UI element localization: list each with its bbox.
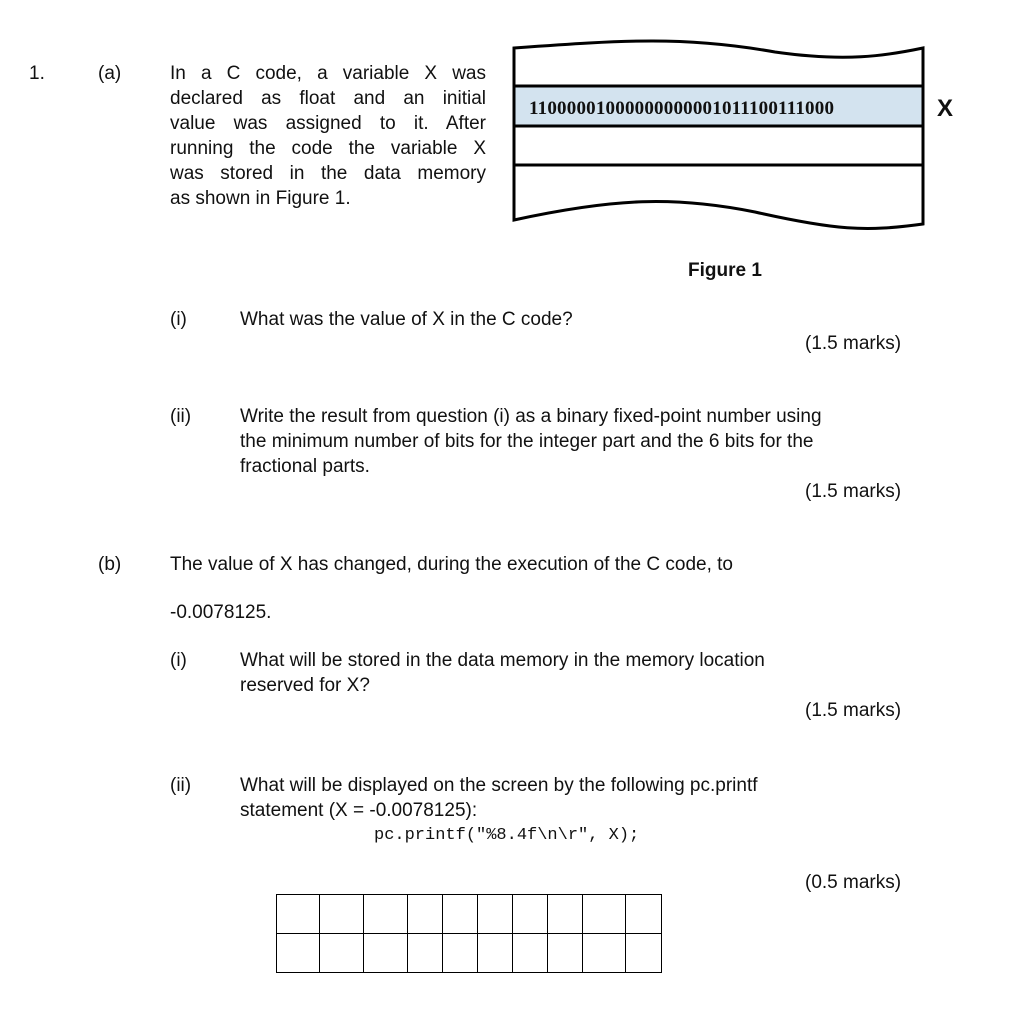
answer-grid-row [277, 934, 662, 973]
part-a-ii-marks: (1.5 marks) [805, 481, 902, 502]
answer-cell[interactable] [583, 895, 626, 934]
answer-cell[interactable] [513, 895, 548, 934]
answer-cell[interactable] [408, 895, 443, 934]
intro-line: was stored in the data memory [170, 163, 486, 184]
part-a-i-label: (i) [170, 309, 187, 330]
part-a-ii-line: the minimum number of bits for the integer part and the 6 bits for the [240, 431, 814, 452]
memory-figure [505, 38, 935, 232]
intro-line: value was assigned to it. After [170, 113, 486, 134]
answer-cell[interactable] [320, 934, 364, 973]
intro-line: running the code the variable X [170, 138, 486, 159]
answer-cell[interactable] [548, 895, 583, 934]
memory-binary-value: 11000001000000000001011100111000 [529, 98, 835, 119]
answer-cell[interactable] [513, 934, 548, 973]
part-a-ii-line: fractional parts. [240, 456, 370, 477]
answer-cell[interactable] [277, 934, 320, 973]
part-a-label: (a) [98, 63, 122, 84]
intro-line: declared as float and an initial [170, 88, 486, 109]
answer-cell[interactable] [364, 895, 408, 934]
intro-line: as shown in Figure 1. [170, 188, 351, 209]
part-a-intro [170, 61, 486, 211]
part-a-ii-label: (ii) [170, 406, 192, 427]
part-b-i-line: reserved for X? [240, 675, 370, 696]
answer-cell[interactable] [583, 934, 626, 973]
part-b-text: The value of X has changed, during the execution of the C code, to [170, 554, 733, 575]
part-a-ii-line: Write the result from question (i) as a binary fixed-point number using [240, 406, 822, 427]
answer-cell[interactable] [478, 895, 513, 934]
answer-grid-row [277, 895, 662, 934]
answer-cell[interactable] [364, 934, 408, 973]
answer-cell[interactable] [626, 895, 662, 934]
part-b-i-marks: (1.5 marks) [805, 700, 902, 721]
printf-code: pc.printf("%8.4f\n\r", X); [374, 826, 640, 845]
part-b-ii-label: (ii) [170, 775, 192, 796]
answer-cell[interactable] [443, 934, 478, 973]
intro-line: In a C code, a variable X was [170, 63, 486, 84]
part-b-label: (b) [98, 554, 122, 575]
part-b-ii-marks: (0.5 marks) [805, 872, 902, 893]
answer-cell[interactable] [626, 934, 662, 973]
figure-caption: Figure 1 [688, 260, 762, 281]
answer-cell[interactable] [548, 934, 583, 973]
answer-cell[interactable] [478, 934, 513, 973]
part-b-i-line: What will be stored in the data memory in the memory location [240, 650, 765, 671]
part-b-ii-line: What will be displayed on the screen by the following pc.printf [240, 775, 758, 796]
part-b-i-label: (i) [170, 650, 187, 671]
part-a-i-text: What was the value of X in the C code? [240, 309, 573, 330]
part-b-value: -0.0078125. [170, 602, 272, 623]
variable-x-label: X [937, 95, 954, 122]
answer-cell[interactable] [408, 934, 443, 973]
memory-block-outline [514, 41, 923, 228]
answer-grid [276, 894, 662, 973]
answer-cell[interactable] [277, 895, 320, 934]
part-a-i-marks: (1.5 marks) [805, 333, 902, 354]
question-number: 1. [29, 63, 45, 84]
part-b-ii-line: statement (X = -0.0078125): [240, 800, 478, 821]
answer-cell[interactable] [443, 895, 478, 934]
answer-cell[interactable] [320, 895, 364, 934]
